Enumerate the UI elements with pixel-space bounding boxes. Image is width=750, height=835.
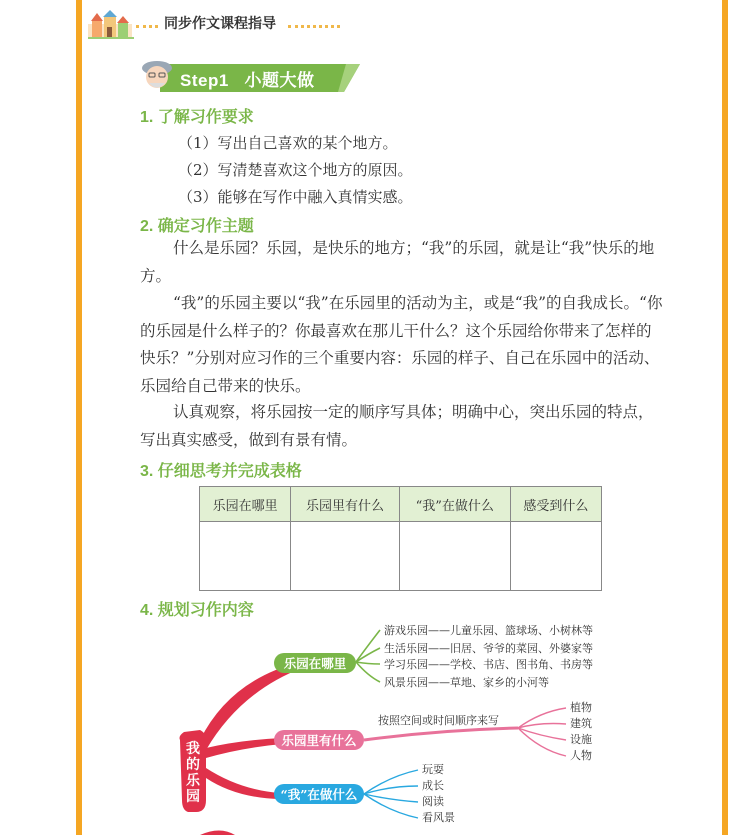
requirement-item: （3）能够在写作中融入真情实感。 [178, 188, 413, 206]
table-answer-cell[interactable] [291, 522, 400, 591]
leaf-text: 看风景 [422, 811, 455, 824]
branch-label: “我”在做什么 [280, 787, 358, 802]
branch-note: 按照空间或时间顺序来写 [378, 714, 499, 727]
theme-paragraph: 认真观察，将乐园按一定的顺序写具体；明确中心，突出乐园的特点，写出真实感受，做到有景有情。 [140, 403, 654, 449]
table-header-cell: 乐园在哪里 [200, 487, 291, 522]
table-header-cell: 感受到什么 [510, 487, 601, 522]
mindmap-center-label: 我的乐园 [186, 741, 200, 805]
leaf-text: 风景乐园——草地、家乡的小河等 [384, 676, 549, 689]
mind-map [0, 600, 750, 835]
leaf-text: 生活乐园——旧居、爷爷的菜园、外婆家等 [384, 642, 593, 655]
leaf-text: 人物 [570, 749, 592, 762]
requirement-item: （1）写出自己喜欢的某个地方。 [178, 134, 398, 152]
table-header-cell: “我”在做什么 [399, 487, 510, 522]
leaf-text: 游戏乐园——儿童乐园、篮球场、小树林等 [384, 624, 593, 637]
requirement-item: （2）写清楚喜欢这个地方的原因。 [178, 161, 413, 179]
leaf-text: 玩耍 [422, 763, 444, 776]
theme-paragraph: 什么是乐园？乐园，是快乐的地方；“我”的乐园，就是让“我”快乐的地方。 [140, 239, 655, 285]
section1-heading: 1. 了解习作要求 [140, 109, 254, 126]
section2-heading: 2. 确定习作主题 [140, 218, 254, 235]
theme-paragraph: “我”的乐园主要以“我”在乐园里的活动为主，或是“我”的自我成长。“你的乐园是什么样子的？你最喜欢在那儿干什么？这个乐园给你带来了怎样的快乐？”分别对应习作的三个重要内容：乐园的样子、自己在乐园中的活动、乐园给自己带来的快乐。 [140, 294, 663, 395]
branch-label: 乐园里有什么 [281, 733, 357, 748]
header-dots-right [288, 25, 340, 28]
header-dots-left [136, 25, 158, 28]
step-label: Step1 小题大做 [180, 71, 315, 90]
thinking-table [199, 486, 602, 591]
leaf-text: 建筑 [570, 717, 592, 730]
house-icon [88, 10, 134, 40]
leaf-text: 学习乐园——学校、书店、图书角、书房等 [384, 658, 593, 671]
section4-heading: 4. 规划习作内容 [140, 602, 254, 619]
leaf-text: 植物 [570, 701, 592, 714]
section3-heading: 3. 仔细思考并完成表格 [140, 463, 302, 480]
header-title: 同步作文课程指导 [164, 15, 276, 31]
leaf-text: 成长 [422, 779, 444, 792]
teacher-avatar-icon [140, 58, 174, 94]
table-header-cell: 乐园里有什么 [291, 487, 400, 522]
table-answer-cell[interactable] [510, 522, 601, 591]
leaf-text: 设施 [570, 733, 592, 746]
leaf-text: 阅读 [422, 795, 444, 808]
branch-label: 乐园在哪里 [283, 656, 347, 671]
table-answer-cell[interactable] [200, 522, 291, 591]
table-answer-cell[interactable] [399, 522, 510, 591]
